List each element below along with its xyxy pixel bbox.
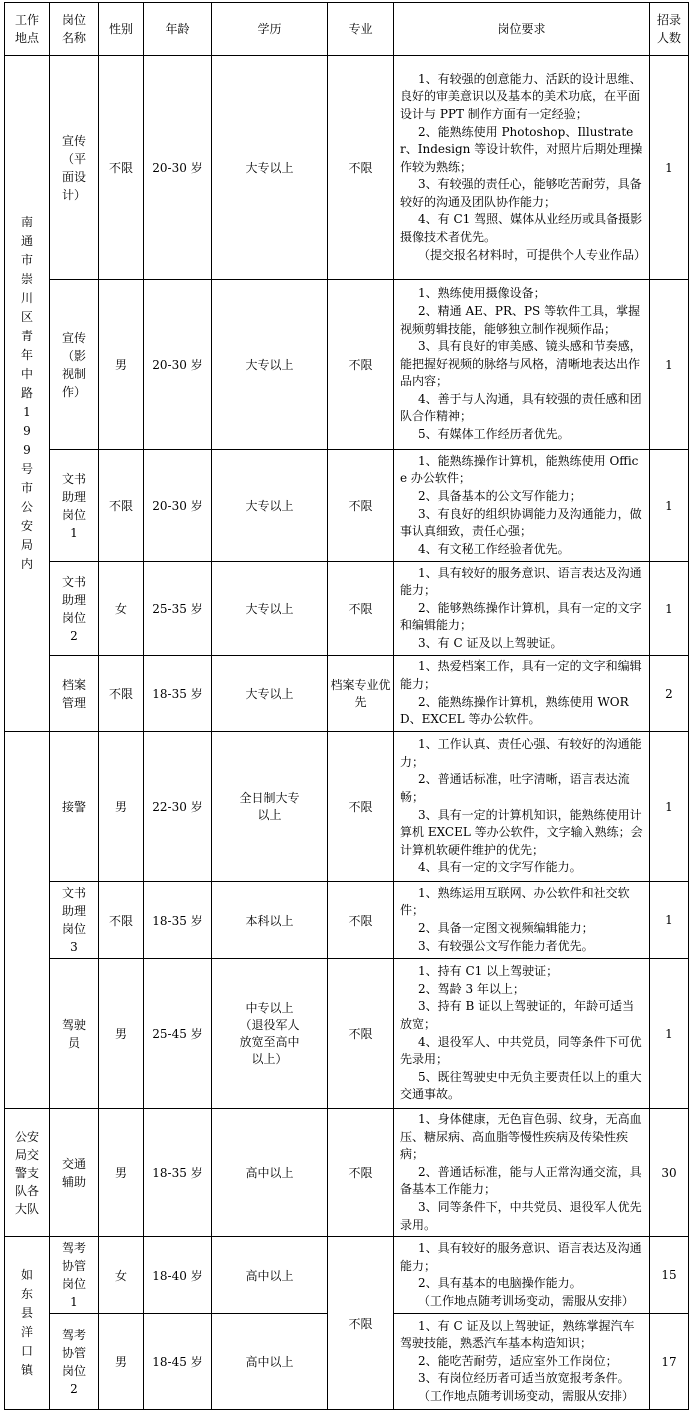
table-row: [5, 882, 689, 959]
education-cell: 高中以上: [212, 1314, 328, 1410]
age-cell: 18-35 岁: [144, 882, 212, 959]
position-cell: 文书助理岗位3: [50, 882, 99, 959]
table-row: [5, 959, 689, 1109]
count-cell: 1: [650, 732, 689, 882]
count-cell: 2: [650, 656, 689, 732]
major-cell: 不限: [328, 732, 394, 882]
requirement-line: 3、有较强的责任心，能够吃苦耐劳，具备较好的沟通及团队协作能力；: [400, 177, 642, 209]
table-row: [5, 56, 689, 280]
location-traffic: 公安局交警支队各大队: [5, 1109, 50, 1237]
requirement-line: 1、热爱档案工作，具有一定的文字和编辑能力；: [400, 659, 642, 691]
requirement-line: 1、工作认真、责任心强、有较好的沟通能力；: [400, 737, 642, 769]
requirement-line: 5、有媒体工作经历者优先。: [418, 427, 570, 442]
position-cell: 文书助理岗位2: [50, 562, 99, 656]
count-cell: 1: [650, 450, 689, 562]
requirement-line: 3、有较强公文写作能力者优先。: [418, 938, 594, 953]
requirement-line: 1、熟练运用互联网、办公软件和社交软件；: [400, 885, 630, 918]
requirement-line: 1、能熟练操作计算机，能熟练使用 Office 办公软件；: [400, 453, 639, 486]
position-cell: 驾考协管岗位2: [50, 1314, 99, 1410]
position-cell: 驾驶员: [50, 959, 99, 1109]
header-location: 工作地点: [5, 3, 50, 56]
count-cell: 15: [650, 1237, 689, 1314]
requirement-line: 2、普通话标准，能与人正常沟通交流，具备基本工作能力；: [400, 1164, 642, 1197]
major-cell: 不限: [328, 1237, 394, 1410]
gender-cell: 不限: [99, 656, 144, 732]
age-cell: 20-30 岁: [144, 450, 212, 562]
location-chongchuan: 南通市崇川区青年中路199号市公安局内: [5, 56, 50, 732]
age-cell: 18-45 岁: [144, 1314, 212, 1410]
education-cell: 高中以上: [212, 1237, 328, 1314]
requirement-line: 2、能熟练操作计算机，熟练使用 WORD、EXCEL 等办公软件。: [400, 694, 629, 727]
age-cell: 22-30 岁: [144, 732, 212, 882]
requirement-line: 1、具有较好的服务意识、语言表达及沟通能力；: [400, 565, 642, 598]
requirement-line: 3、具有良好的审美感、镜头感和节奏感，能把握好视频的脉络与风格，清晰地表达出作品内容；: [400, 339, 642, 389]
requirement-line: 2、能吃苦耐劳，适应室外工作岗位；: [418, 1353, 618, 1368]
count-cell: 1: [650, 562, 689, 656]
count-cell: 17: [650, 1314, 689, 1410]
table-row: [5, 732, 689, 882]
requirement-line: 4、退役军人、中共党员，同等条件下可优先录用；: [400, 1034, 642, 1067]
requirement-line: 3、有岗位经历者可适当放宽报考条件。: [418, 1371, 630, 1386]
requirement-line: 1、熟练使用摄像设备；: [418, 286, 546, 301]
requirement-line: 3、具有一定的计算机知识，能熟练使用计算机 EXCEL 等办公软件，文字输入熟练；会计算机软硬件维护的优先；: [400, 807, 643, 857]
requirement-line: 4、善于与人沟通，具有较强的责任感和团队合作精神；: [400, 391, 642, 424]
gender-cell: 不限: [99, 450, 144, 562]
age-cell: 18-35 岁: [144, 656, 212, 732]
requirement-line: 1、有 C 证及以上驾驶证，熟练掌握汽车驾驶技能，熟悉汽车基本构造知识；: [400, 1318, 635, 1351]
education-cell: 大专以上: [212, 56, 328, 280]
requirement-line: 3、持有 B 证以上驾驶证的，年龄可适当放宽；: [400, 999, 635, 1031]
requirement-line: 4、具有一定的文字写作能力。: [418, 860, 582, 875]
header-count: 招录人数: [650, 3, 689, 56]
requirement-line: 2、能熟练使用 Photoshop、Illustrater、Indesign 等设计软件，对照片后期处理操作较为熟练；: [400, 124, 643, 174]
major-cell: 不限: [328, 56, 394, 280]
requirements-cell: [394, 882, 650, 959]
major-cell: 不限: [328, 280, 394, 450]
requirements-cell: [394, 280, 650, 450]
requirements-cell: [394, 562, 650, 656]
requirement-line: 4、有文秘工作经验者优先。: [418, 541, 570, 556]
table-row: [5, 1237, 689, 1314]
requirement-line: （工作地点随考训场变动，需服从安排）: [418, 1293, 635, 1308]
count-cell: 1: [650, 56, 689, 280]
position-cell: 交通辅助: [50, 1109, 99, 1237]
requirements-cell: [394, 1314, 650, 1410]
table-row: [5, 450, 689, 562]
header-education: 学历: [212, 3, 328, 56]
age-cell: 18-40 岁: [144, 1237, 212, 1314]
table-row: [5, 656, 689, 732]
gender-cell: 不限: [99, 882, 144, 959]
header-age: 年龄: [144, 3, 212, 56]
requirement-line: 2、普通话标准，吐字清晰，语言表达流畅；: [400, 772, 630, 804]
requirement-line: 2、具备基本的公文写作能力；: [418, 488, 582, 503]
count-cell: 1: [650, 280, 689, 450]
gender-cell: 男: [99, 1314, 144, 1410]
requirement-line: 5、既往驾驶史中无负主要责任以上的重大交通事故。: [400, 1069, 642, 1102]
requirement-line: 3、有 C 证及以上驾驶证。: [418, 635, 563, 650]
age-cell: 25-45 岁: [144, 959, 212, 1109]
requirement-line: 1、持有 C1 以上驾驶证；: [418, 964, 559, 979]
gender-cell: 不限: [99, 56, 144, 280]
major-cell: 档案专业优先: [328, 656, 394, 732]
education-cell: 大专以上: [212, 280, 328, 450]
requirements-cell: [394, 450, 650, 562]
education-cell: 高中以上: [212, 1109, 328, 1237]
count-cell: 1: [650, 959, 689, 1109]
gender-cell: 男: [99, 280, 144, 450]
count-cell: 30: [650, 1109, 689, 1237]
requirements-cell: [394, 1109, 650, 1237]
age-cell: 25-35 岁: [144, 562, 212, 656]
age-cell: 20-30 岁: [144, 280, 212, 450]
major-cell: 不限: [328, 562, 394, 656]
requirement-line: 2、精通 AE、PR、PS 等软件工具，掌握视频剪辑技能，能够独立制作视频作品；: [400, 303, 641, 336]
requirement-line: 2、具有基本的电脑操作能力。: [418, 1276, 582, 1291]
age-cell: 20-30 岁: [144, 56, 212, 280]
position-cell: 档案管理: [50, 656, 99, 732]
requirement-line: 4、有 C1 驾照、媒体从业经历或具备摄影摄像技术者优先。: [400, 212, 643, 245]
education-cell: 大专以上: [212, 656, 328, 732]
header-gender: 性别: [99, 3, 144, 56]
gender-cell: 男: [99, 732, 144, 882]
location-blank: [5, 732, 50, 1109]
requirement-line: 3、有良好的组织协调能力及沟通能力，做事认真细致，责任心强；: [400, 506, 642, 539]
count-cell: 1: [650, 882, 689, 959]
major-cell: 不限: [328, 450, 394, 562]
education-cell: 大专以上: [212, 450, 328, 562]
age-cell: 18-35 岁: [144, 1109, 212, 1237]
requirement-line: 2、能够熟练操作计算机，具有一定的文字和编辑能力；: [400, 600, 642, 633]
table-row: [5, 1109, 689, 1237]
position-cell: 宣传（影视制作）: [50, 280, 99, 450]
requirement-line: 2、具备一定图文视频编辑能力；: [418, 921, 594, 935]
major-cell: 不限: [328, 1109, 394, 1237]
requirement-line: （工作地点随考训场变动，需服从安排）: [418, 1389, 635, 1404]
position-cell: 宣传（平面设计）: [50, 56, 99, 280]
position-cell: 接警: [50, 732, 99, 882]
table-row: [5, 562, 689, 656]
table-row: [5, 280, 689, 450]
header-requirements: 岗位要求: [394, 3, 650, 56]
header-position: 岗位名称: [50, 3, 99, 56]
requirement-line: 2、驾龄 3 年以上；: [418, 981, 525, 996]
requirements-cell: [394, 56, 650, 280]
education-cell: 中专以上（退役军人放宽至高中以上）: [212, 959, 328, 1109]
requirement-line: 1、身体健康，无色盲色弱、纹身，无高血压、糖尿病、高血脂等慢性疾病及传染性疾病；: [400, 1112, 642, 1162]
position-cell: 文书助理岗位1: [50, 450, 99, 562]
requirements-cell: [394, 1237, 650, 1314]
gender-cell: 男: [99, 1109, 144, 1237]
position-cell: 驾考协管岗位1: [50, 1237, 99, 1314]
major-cell: 不限: [328, 882, 394, 959]
requirement-line: 3、同等条件下，中共党员、退役军人优先录用。: [400, 1199, 642, 1232]
requirements-cell: [394, 732, 650, 882]
requirement-line: 1、有较强的创意能力、活跃的设计思维、良好的审美意识以及基本的美术功底，在平面设计与 PPT 制作方面有一定经验；: [400, 71, 642, 121]
education-cell: 本科以上: [212, 882, 328, 959]
requirements-cell: [394, 959, 650, 1109]
gender-cell: 女: [99, 1237, 144, 1314]
recruitment-table: [4, 2, 689, 1410]
requirement-line: （提交报名材料时，可提供个人专业作品）: [418, 247, 647, 262]
header-major: 专业: [328, 3, 394, 56]
major-cell: 不限: [328, 959, 394, 1109]
gender-cell: 男: [99, 959, 144, 1109]
requirements-cell: [394, 656, 650, 732]
education-cell: 全日制大专以上: [212, 732, 328, 882]
requirement-line: 1、具有较好的服务意识、语言表达及沟通能力；: [400, 1240, 642, 1273]
header-row: [5, 3, 689, 56]
location-rudong: 如东县洋口镇: [5, 1237, 50, 1410]
gender-cell: 女: [99, 562, 144, 656]
education-cell: 大专以上: [212, 562, 328, 656]
